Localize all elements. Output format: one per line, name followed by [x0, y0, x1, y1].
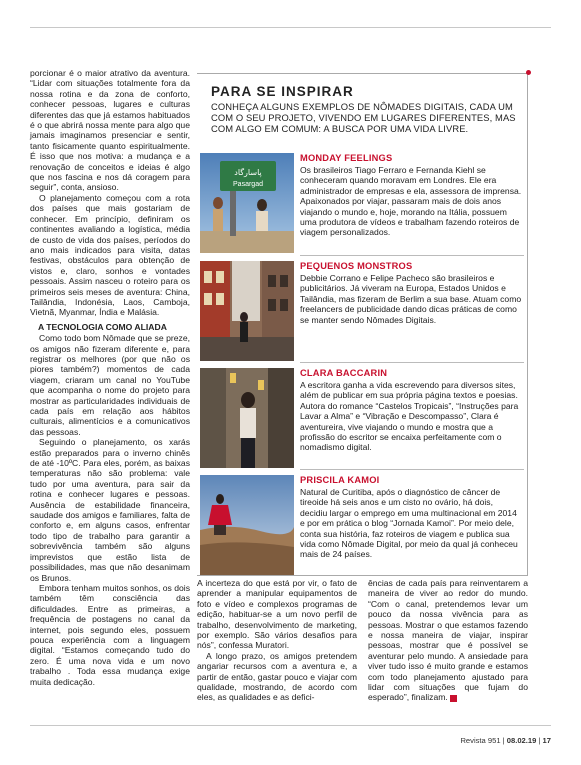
body-paragraph: Como todo bom Nômade que se preze, os amigos não fizeram diferente e, para registrar os melhores (por que não os piores também?) momentos de cada viagem, criaram um canal no YouTube que acompanha o nome do projeto para mostrar as particularidades individuais de cada país em relação aos hábitos culturais, alimentícios e a comunicativos das pessoas. — [30, 333, 190, 437]
divider: | — [538, 736, 543, 745]
profile-text: Os brasileiros Tiago Ferraro e Fernanda Kiehl se conheceram quando moravam em Londres. Ele era administrador de empresas e ela, assessora de imprensa. Apaixonados por viajar, passaram mais de dois anos viajando o mundo e, hoje, morando na Itália, possuem uma produtora de vídeos e trabalham fazendo roteiros de viagem personalizados. — [300, 165, 522, 238]
box-title: PARA SE INSPIRAR — [211, 84, 354, 99]
sign-text: Pasargad — [233, 181, 263, 188]
profile-text: A escritora ganha a vida escrevendo para diversos sites, além de publicar em sua própria página textos e poesias. Autora do romance “Castelos Tropicais”, “Instruções para Lavar a Alma” e “Vibração e Descompasso”, Clara é aventureira, vive viajando o mundo e mostra que a profissão do escritor se encaixa perfeitamente com o nomadismo digital. — [300, 380, 519, 453]
end-mark-icon — [450, 695, 457, 702]
body-paragraph: Seguindo o planejamento, os xarás estão preparados para o inverno chinês de até -10ºC. Para eles, porém, as baixas temperaturas não são problema: vale tudo por uma aventura, para sair da rotina e conhecer lugares e pessoas. Ausência de estabilidade financeira, saudade dos amigos e familiares, falta de conforto e, em alguns casos, enfrentar todo tipo de trabalho para garantir a sobrevivência também são alguns imprevistos que estão lista de possibilidades, mas que não desanimam os Brunos. — [30, 437, 190, 583]
left-column — [30, 68, 190, 687]
body-paragraph — [368, 578, 528, 703]
body-paragraph: Embora tenham muitos sonhos, os dois também têm consciência das dificuldades. Entre as primeiras, a frequência de postagens no canal da internet, pois segundo eles, possuem pouca experiência com a linguagem digital. “Estamos começando tudo do zero. É uma nova vida e um novo trabalho . Toda essa mudança exige muita dedicação. — [30, 582, 190, 687]
page-footer — [460, 736, 551, 745]
profile-photo — [200, 261, 294, 361]
profile-photo — [200, 153, 294, 253]
issue-date: 08.02.19 — [506, 736, 537, 745]
magazine-name: Revista 951 — [460, 736, 501, 745]
profile-name: PRISCILA KAMOI — [300, 475, 380, 485]
body-paragraph: O planejamento começou com a rota dos países que mais gostariam de conhecer. Em princípio, definiram os continentes avaliando a logística, média de custo de vida dos países, períodos do ano mais indicados para visita, datas festivas, obstáculos para obtenção de vistos e, claro, sonhos e vontades pessoais. Assim nasceu o roteiro para os primeiros seis meses de aventura: China, Tailândia, Indonésia, Laos, Camboja, Vietnã, Myanmar, Índia e Malásia. — [30, 192, 190, 318]
separator — [300, 362, 524, 363]
separator — [300, 255, 524, 256]
profile-text: Debbie Corrano e Felipe Pacheco são brasileiros e publicitários. Já viveram na Europa, Estados Unidos e Tailândia, mas fizeram de Berlim a sua base. Atuam como freelancers de publicidade dando dicas práticas de como se manter sendo Nômades Digitais. — [300, 273, 522, 325]
separator — [300, 469, 524, 470]
bottom-rule — [30, 725, 551, 726]
page-number: 17 — [542, 736, 551, 745]
profile-name: PEQUENOS MONSTROS — [300, 261, 413, 271]
body-paragraph: porcionar é o maior atrativo da aventura. “Lidar com situações totalmente fora da nossa rotina e da zona de conforto, conhecer pessoas, lugares e culturas diferentes das que já estamos habituados é o que abrirá nossa mente para algo que jamais imaginamos presenciar e sentir, tanto fisicamente quanto espiritualmente. É isso que nos motiva: a mudança e a renovação de conceitos e ideias é algo que nos fascina e nos dá coragem para seguir”, conta, ansioso. — [30, 68, 190, 193]
profile-photo — [200, 368, 294, 468]
body-text: ências de cada país para reinventarem a maneira de viver ao redor do mundo. “Com o canal, pretendemos levar um pouco da nossa vivência para as pessoas. Mostrar o que estamos fazendo e nossa maneira de viajar, inspirar pessoas, mostrar que é possível se aventurar pelo mundo. A ansiedade para viver tudo isso é muito grande e estamos com todo planejamento ajustado para lidar com situações que fujam do esperado”, finalizam. — [368, 578, 528, 703]
right-column — [368, 578, 528, 703]
body-paragraph: A longo prazo, os amigos pretendem angariar recursos com a aventura e, a partir de então, gastar pouco e viajar com qualidade, mostrando, de acordo com eles, as qualidades e as defici- — [197, 650, 357, 703]
subheading: A TECNOLOGIA COMO ALIADA — [38, 321, 167, 332]
divider: | — [502, 736, 507, 745]
body-paragraph: A incerteza do que está por vir, o fato de aprender a manipular equipamentos de foto e vídeo e complexos programas de edição, habituar-se a um novo perfil de trabalho, desenvolvimento de marketing, por exemplo. São vários desafios para nós”, confessa Muratori. — [197, 578, 357, 651]
sign-text: پاسارگاد — [234, 168, 262, 177]
profile-name: CLARA BACCARIN — [300, 368, 388, 378]
accent-dot — [526, 70, 531, 75]
profile-text: Natural de Curitiba, após o diagnóstico de câncer de tireoide há seis anos e um cisto no ovário, há dois, decidiu largar o emprego em uma multinacional em 2014 e por em prática o blog “Jornada Kamoi”. Por meio dele, conta sua história, faz roteiros de viagem e publica sua vida como Nômade Digital, por meio da qual já conheceu mais de 24 países. — [300, 487, 518, 560]
middle-column — [197, 578, 357, 703]
profile-name: MONDAY FEELINGS — [300, 153, 393, 163]
sidebar-box — [197, 73, 528, 576]
top-rule — [30, 27, 551, 28]
profile-photo — [200, 475, 294, 575]
box-intro: CONHEÇA ALGUNS EXEMPLOS DE NÔMADES DIGITAIS, CADA UM COM O SEU PROJETO, VIVENDO EM LUGARES DIFERENTES, MAS COM ALGO EM COMUM: A BUSCA POR UMA VIDA LIVRE. — [211, 101, 516, 135]
